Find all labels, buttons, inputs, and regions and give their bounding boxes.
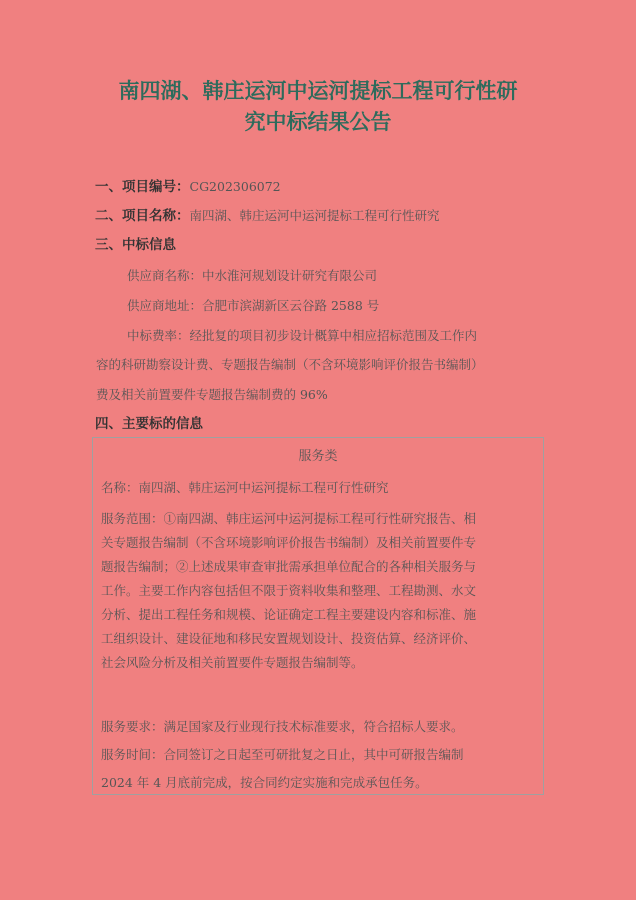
- service-category-title: 服务类: [298, 449, 338, 464]
- title-line-2: 究中标结果公告: [244, 110, 392, 134]
- project-number-label: 一、项目编号：: [95, 179, 190, 195]
- fee-line-2: 容的科研勘察设计费、专题报告编制（不含环境影响评价报告书编制）: [96, 357, 484, 372]
- title-line-1: 南四湖、韩庄运河中运河提标工程可行性研: [118, 79, 518, 103]
- project-name-value: 南四湖、韩庄运河中运河提标工程可行性研究: [189, 208, 440, 223]
- service-line: 工作。主要工作内容包括但不限于资料收集和整理、工程勘测、水文: [101, 583, 477, 598]
- section-project-number: [95, 177, 281, 197]
- service-line: 名称：南四湖、韩庄运河中运河提标工程可行性研究: [101, 480, 389, 495]
- service-line: 题报告编制；②上述成果审查审批需承担单位配合的各种相关服务与: [101, 559, 477, 574]
- service-info-box: [92, 437, 544, 795]
- fee-line-3: 费及相关前置要件专题报告编制费的 96%: [96, 387, 328, 402]
- supplier-address: 供应商地址：合肥市滨湖新区云谷路 2588 号: [127, 298, 380, 313]
- supplier-name: 供应商名称：中水淮河规划设计研究有限公司: [127, 268, 378, 283]
- project-number-value: CG202306072: [189, 179, 281, 194]
- service-line: 关专题报告编制（不含环境影响评价报告书编制）及相关前置要件专: [101, 535, 477, 550]
- service-line: 服务范围：①南四湖、韩庄运河中运河提标工程可行性研究报告、相: [101, 511, 477, 526]
- section-bid-info-heading: 三、中标信息: [95, 237, 176, 253]
- service-line: 2024 年 4 月底前完成，按合同约定实施和完成承包任务。: [101, 775, 428, 790]
- document-title: [60, 76, 576, 138]
- project-name-label: 二、项目名称：: [95, 208, 190, 224]
- service-line: 服务时间：合同签订之日起至可研批复之日止，其中可研报告编制: [101, 747, 464, 762]
- service-line: 社会风险分析及相关前置要件专题报告编制等。: [101, 655, 364, 670]
- service-line: 工组织设计、建设征地和移民安置规划设计、投资估算、经济评价、: [101, 631, 477, 646]
- fee-line-1: 中标费率：经批复的项目初步设计概算中相应招标范围及工作内: [127, 328, 478, 343]
- service-line: 服务要求：满足国家及行业现行技术标准要求，符合招标人要求。: [101, 719, 464, 734]
- section-main-subject-heading: 四、主要标的信息: [95, 416, 203, 432]
- section-project-name: [95, 206, 440, 226]
- service-line: 分析、提出工程任务和规模、论证确定工程主要建设内容和标准、施: [101, 607, 477, 622]
